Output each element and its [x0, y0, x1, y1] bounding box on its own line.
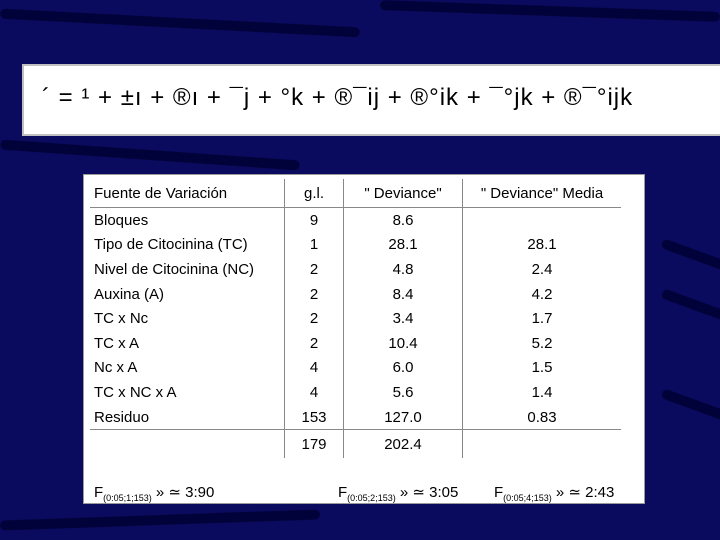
- row-source: Tipo de Citocinina (TC): [94, 236, 248, 254]
- f-critical-3: [494, 483, 614, 503]
- f-critical-1: [94, 483, 214, 503]
- f-label: F: [338, 484, 348, 501]
- row-mean: 0.83: [463, 405, 622, 430]
- row-gl: 4: [285, 380, 344, 405]
- table-row: [90, 380, 621, 405]
- row-source: TC x NC x A: [94, 383, 177, 401]
- row-gl: 9: [285, 208, 344, 233]
- row-source: TC x Nc: [94, 310, 149, 328]
- table-header-row: [90, 179, 621, 208]
- f-operator: » ≃: [555, 484, 581, 501]
- row-source: TC x A: [94, 334, 140, 352]
- row-source: Bloques: [94, 211, 149, 229]
- model-formula-box: [22, 64, 720, 136]
- f-label: F: [494, 484, 504, 501]
- background-stripe: [660, 388, 720, 421]
- f-label: F: [94, 484, 104, 501]
- row-mean: 1.5: [463, 356, 622, 381]
- background-stripe: [660, 238, 720, 271]
- row-deviance: 127.0: [344, 405, 463, 430]
- background-stripe: [380, 0, 720, 22]
- table-row: [90, 282, 621, 307]
- background-stripe: [0, 9, 360, 38]
- row-gl: 4: [285, 356, 344, 381]
- f-subscript: (0:05;1;153): [103, 493, 152, 503]
- table-total-row: [90, 430, 621, 459]
- table-row: [90, 306, 621, 331]
- f-critical-2: [338, 483, 458, 503]
- header-deviance: " Deviance": [344, 179, 463, 208]
- f-value: 3:05: [429, 484, 459, 501]
- f-operator: » ≃: [155, 484, 181, 501]
- row-mean: 1.4: [463, 380, 622, 405]
- total-source: [90, 430, 285, 459]
- table-row: [90, 208, 621, 233]
- row-deviance: 8.4: [344, 282, 463, 307]
- table-row: [90, 405, 621, 430]
- f-subscript: (0:05;4;153): [503, 493, 552, 503]
- background-stripe: [0, 140, 300, 171]
- f-value: 2:43: [585, 484, 615, 501]
- row-mean: 4.2: [463, 282, 622, 307]
- total-mean: [463, 430, 622, 459]
- table-row: [90, 356, 621, 381]
- f-operator: » ≃: [399, 484, 425, 501]
- row-deviance: 3.4: [344, 306, 463, 331]
- f-value: 3:90: [185, 484, 215, 501]
- row-source: Residuo: [94, 408, 150, 426]
- anova-table: [90, 179, 621, 458]
- row-mean: 28.1: [463, 233, 622, 258]
- header-gl: g.l.: [285, 179, 344, 208]
- table-row: [90, 257, 621, 282]
- background-stripe: [0, 509, 320, 530]
- total-gl: 179: [285, 430, 344, 459]
- f-subscript: (0:05;2;153): [347, 493, 396, 503]
- header-source: Fuente de Variación: [90, 179, 285, 208]
- row-deviance: 5.6: [344, 380, 463, 405]
- row-mean: 2.4: [463, 257, 622, 282]
- row-deviance: 10.4: [344, 331, 463, 356]
- anova-table-card: [83, 174, 645, 504]
- row-gl: 2: [285, 331, 344, 356]
- row-source: Nc x A: [94, 359, 138, 377]
- model-formula: ´ = ¹ + ±ı + ®ı + ¯j + °k + ®¯ij + ®°ik + ¯°jk + ®¯°ijk: [42, 84, 634, 111]
- row-source: Auxina (A): [94, 285, 165, 303]
- row-gl: 2: [285, 257, 344, 282]
- row-deviance: 8.6: [344, 208, 463, 233]
- total-deviance: 202.4: [344, 430, 463, 459]
- row-gl: 1: [285, 233, 344, 258]
- table-row: [90, 233, 621, 258]
- row-mean: 5.2: [463, 331, 622, 356]
- row-deviance: 28.1: [344, 233, 463, 258]
- row-mean: 1.7: [463, 306, 622, 331]
- header-mean: " Deviance" Media: [463, 179, 622, 208]
- row-gl: 2: [285, 306, 344, 331]
- row-deviance: 4.8: [344, 257, 463, 282]
- table-row: [90, 331, 621, 356]
- row-gl: 2: [285, 282, 344, 307]
- row-source: Nivel de Citocinina (NC): [94, 260, 255, 278]
- row-deviance: 6.0: [344, 356, 463, 381]
- row-mean: [463, 208, 622, 233]
- row-gl: 153: [285, 405, 344, 430]
- background-stripe: [660, 288, 720, 321]
